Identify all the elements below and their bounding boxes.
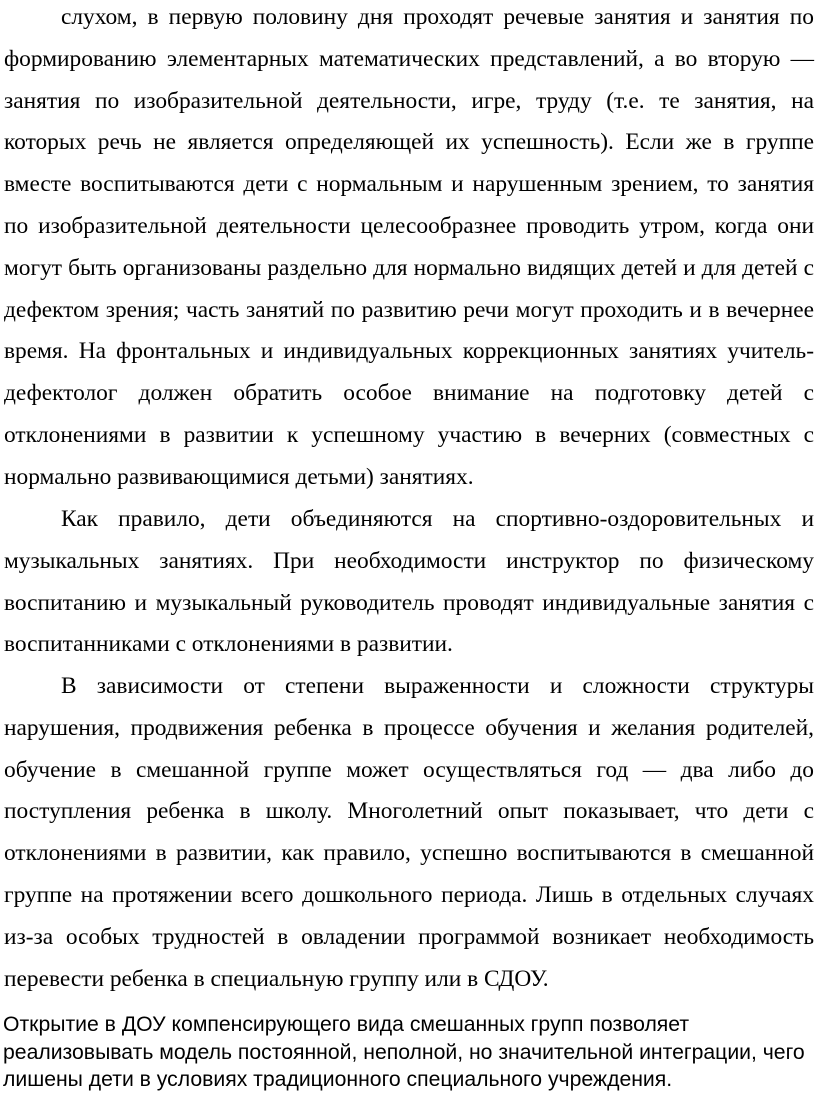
paragraph-3: В зависимости от степени выраженности и сложности структуры нарушения, продвижения ребенка в процессе обучения и желания родителей, обучение в смешанной группе может осуществляться год — два либо до поступления ребенка в школу. Многолетний опыт показывает, что дети с отклонениями в развитии, как правило, успешно воспитываются в смешанной группе на протяжении всего дошкольного периода. Лишь в отдельных случаях из-за особых трудностей в овладении программой возникает необходимость перевести ребенка в специальную группу или в СДОУ. (4, 673, 814, 992)
paragraph-final: Открытие в ДОУ компенсирующего вида смешанных групп позволяет реализовывать модель постоянной, неполной, но значительной интеграции, чего лишены дети в условиях традиционного специального учреждения. (3, 1013, 805, 1091)
paragraph-1: слухом, в первую половину дня проходят речевые занятия и занятия по формированию элементарных математических представлений, а во вторую — занятия по изобразительной деятельности, игре, труду (т.е. те занятия, на которых речь не является определяющей их успешность). Если же в группе вместе воспитываются дети с нормальным и нарушенным зрением, то занятия по изобразительной деятельности целесообразнее проводить утром, когда они могут быть организованы раздельно для нормально видящих детей и для детей с дефектом зрения; часть занятий по развитию речи могут проходить и в вечернее время. На фронтальных и индивидуальных коррекционных занятиях учитель-дефектолог должен обратить особое внимание на подготовку детей с отклонениями в развитии к успешному участию в вечерних (совместных с нормально развивающимися детьми) занятиях. (4, 4, 814, 490)
paragraph-2: Как правило, дети объединяются на спортивно-оздоровительных и музыкальных занятиях. При необходимости инструктор по физическому воспитанию и музыкальный руководитель проводят индивидуальные занятия с воспитанниками с отклонениями в развитии. (4, 506, 814, 658)
